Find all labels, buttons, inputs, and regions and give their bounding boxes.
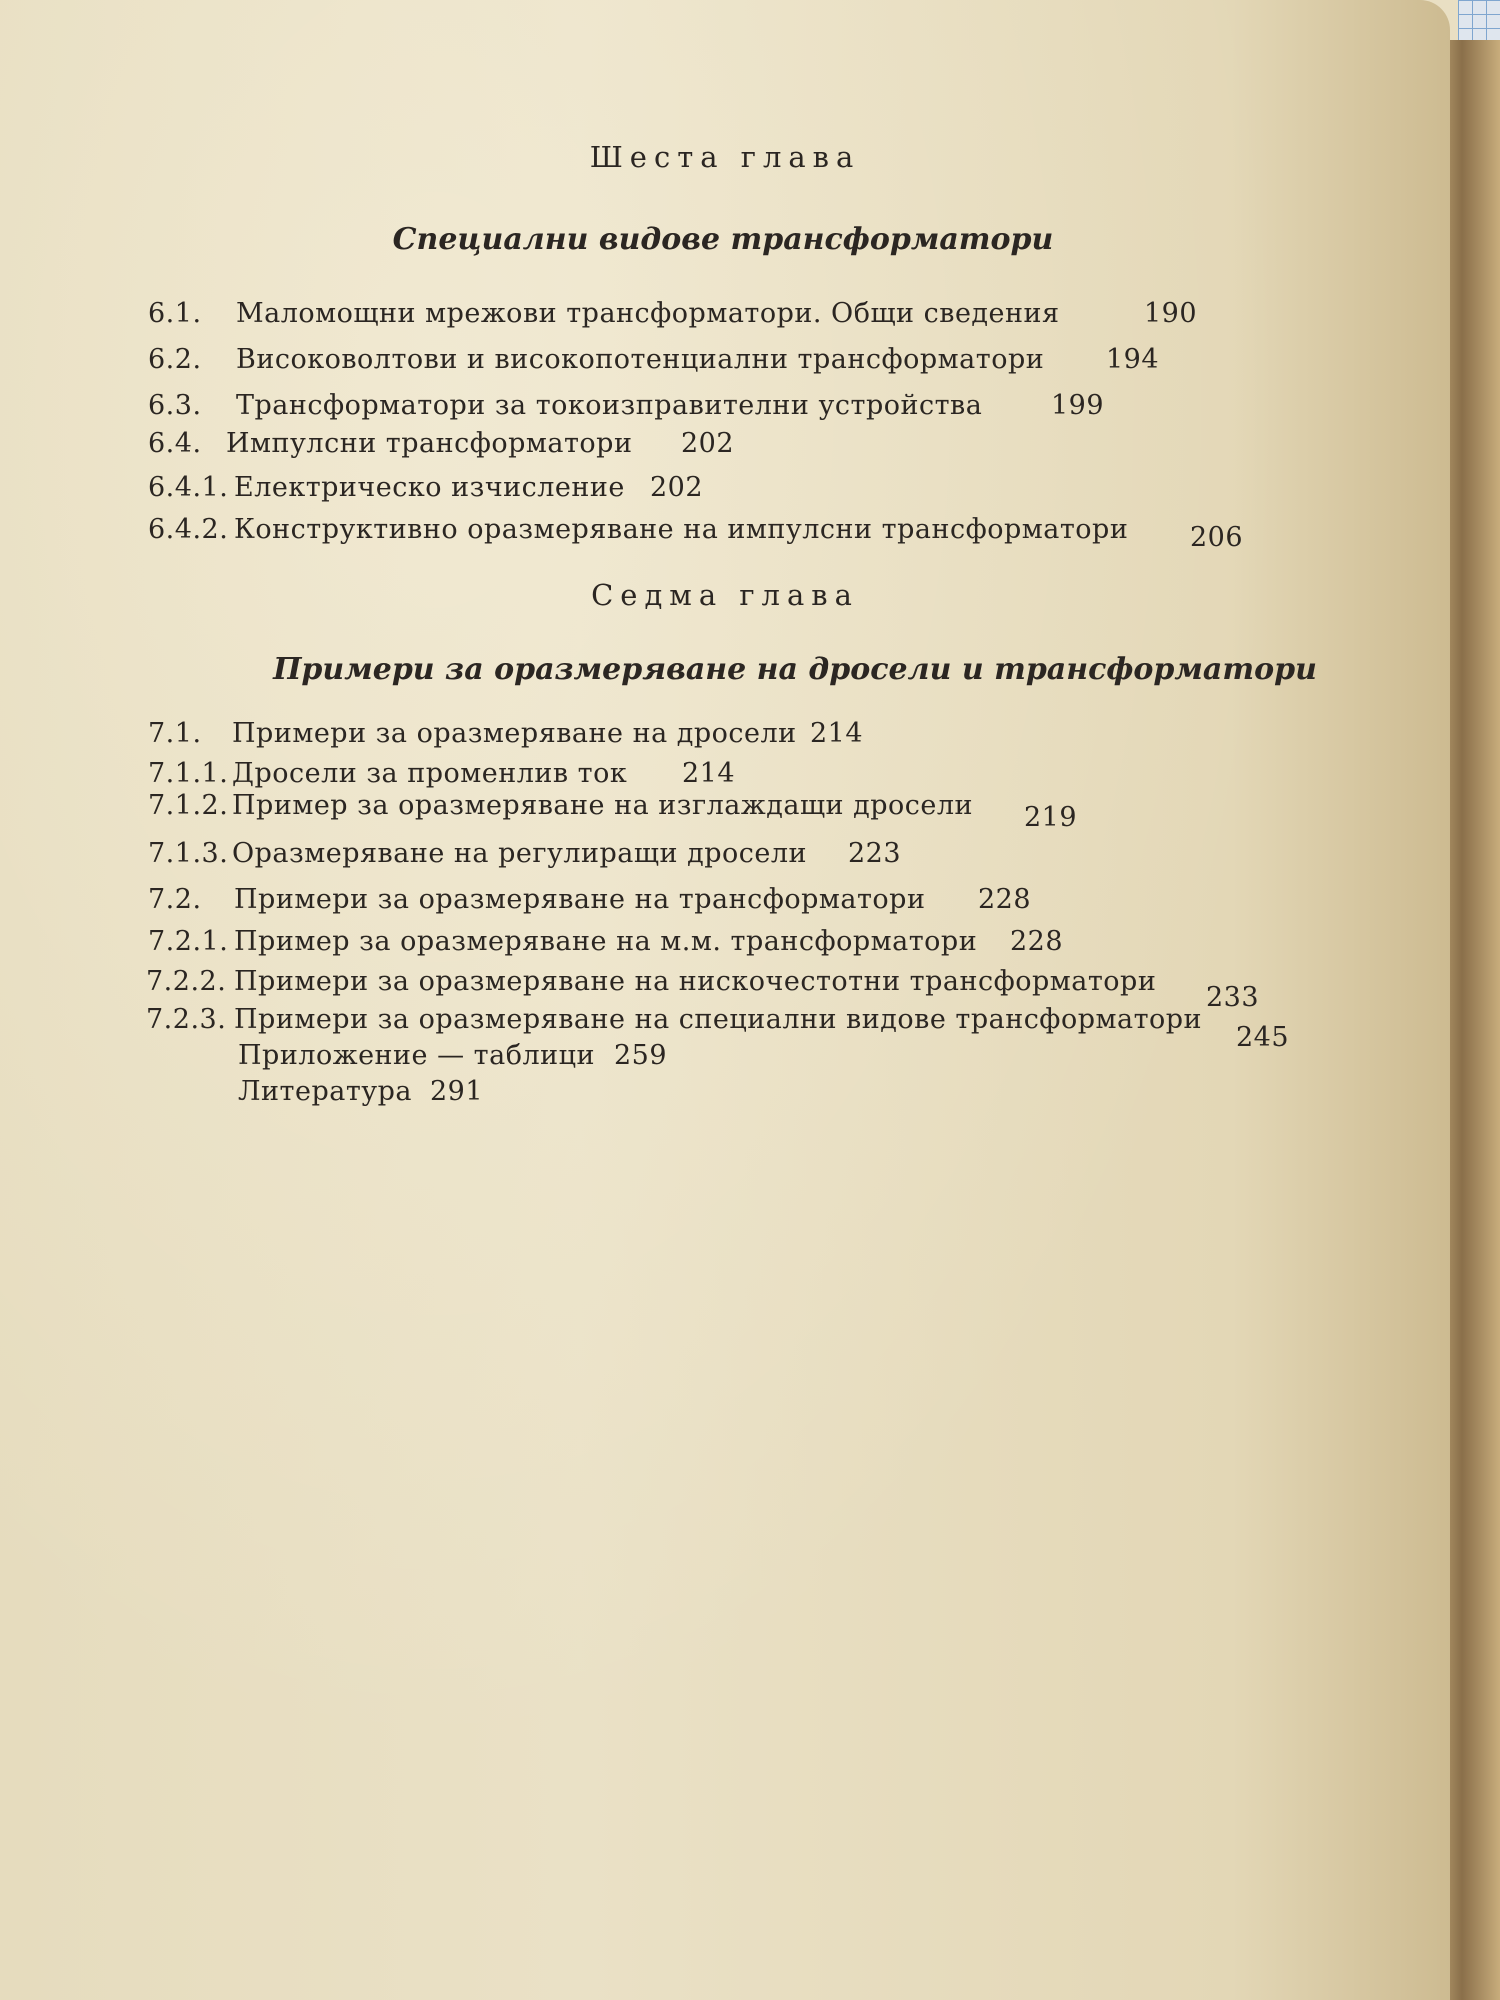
toc-entry-7-2-3 (146, 1004, 1290, 1053)
toc-entry-page: 291 (430, 1076, 484, 1107)
toc-entry-7-1-2 (148, 790, 1078, 833)
toc-entry-7-2-2 (146, 966, 1260, 1013)
toc-entry-title: Дросели за променлив ток (232, 758, 628, 789)
toc-entry-6-4 (148, 428, 735, 459)
toc-entry-6-2 (148, 344, 1160, 375)
toc-entry-number: 7.2.3. (146, 1004, 227, 1035)
toc-entry-title: Високоволтови и високопотенциални трансформатори (236, 344, 1045, 375)
chapter6-title: Шеста глава (589, 140, 861, 174)
toc-entry-title: Пример за оразмеряване на изглаждащи дросели (232, 790, 974, 821)
toc-entry-page: 219 (1024, 802, 1078, 833)
toc-entry-title: Импулсни трансформатори (226, 428, 633, 459)
toc-entry-7-1-1 (148, 758, 736, 789)
toc-entry-number: 6.4.1. (148, 472, 229, 503)
toc-entry-title: Конструктивно оразмеряване на импулсни трансформатори (234, 514, 1129, 545)
toc-entry-number: 6.1. (148, 298, 202, 329)
toc-entry-number: 7.1.3. (148, 838, 229, 869)
toc-entry-number: 7.1.1. (148, 758, 229, 789)
toc-entry-7-2-1 (148, 926, 1064, 957)
toc-entry-literature (238, 1076, 484, 1107)
toc-entry-title: Оразмеряване на регулиращи дросели (232, 838, 807, 869)
chapter6-subtitle: Специални видове трансформатори (392, 222, 1054, 257)
toc-entry-page: 214 (810, 718, 864, 749)
toc-entry-title: Приложение — таблици (238, 1040, 595, 1071)
toc-entry-7-2 (148, 884, 1032, 915)
toc-entry-page: 199 (1051, 390, 1105, 421)
toc-entry-6-4-2 (148, 514, 1244, 553)
toc-entry-title: Примери за оразмеряване на нискочестотни трансформатори (234, 966, 1157, 997)
chapter7-subtitle: Примери за оразмеряване на дросели и трансформатори (273, 652, 1317, 687)
toc-entry-page: 228 (978, 884, 1032, 915)
toc-entry-number: 6.3. (148, 390, 202, 421)
toc-entry-6-3 (148, 390, 1105, 421)
toc-entry-page: 202 (681, 428, 735, 459)
toc-entry-6-4-1 (148, 472, 704, 503)
toc-entry-7-1 (148, 718, 864, 749)
toc-entry-title: Трансформатори за токоизправителни устройства (236, 390, 983, 421)
toc-entry-page: 259 (614, 1040, 668, 1071)
toc-entry-6-1 (148, 298, 1198, 329)
toc-entry-page: 190 (1144, 298, 1198, 329)
toc-entry-number: 6.4.2. (148, 514, 229, 545)
toc-entry-title: Примери за оразмеряване на дросели (232, 718, 797, 749)
toc-entry-page: 223 (848, 838, 902, 869)
toc-entry-page: 228 (1010, 926, 1064, 957)
toc-entry-title: Електрическо изчисление (234, 472, 625, 503)
toc-entry-number: 7.2. (148, 884, 202, 915)
toc-entry-page: 202 (650, 472, 704, 503)
toc-entry-number: 6.4. (148, 428, 202, 459)
toc-entry-title: Литература (238, 1076, 413, 1107)
toc-entry-number: 7.2.2. (146, 966, 227, 997)
toc-entry-appendix (238, 1040, 668, 1071)
toc-entry-page: 214 (682, 758, 736, 789)
toc-entry-7-1-3 (148, 838, 902, 869)
toc-entry-title: Маломощни мрежови трансформатори. Общи сведения (236, 298, 1060, 329)
toc-entry-number: 6.2. (148, 344, 202, 375)
toc-entry-page: 194 (1106, 344, 1160, 375)
toc-entry-number: 7.1.2. (148, 790, 229, 821)
chapter7-title: Седма глава (591, 578, 859, 612)
toc-entry-number: 7.1. (148, 718, 202, 749)
toc-entry-title: Примери за оразмеряване на специални видове трансформатори (234, 1004, 1203, 1035)
toc-entry-title: Пример за оразмеряване на м.м. трансформатори (234, 926, 978, 957)
toc-entry-page: 206 (1190, 522, 1244, 553)
toc-entry-title: Примери за оразмеряване на трансформатори (234, 884, 926, 915)
toc-entry-page: 245 (1236, 1022, 1290, 1053)
toc-entry-page: 233 (1206, 982, 1260, 1013)
toc-entry-number: 7.2.1. (148, 926, 229, 957)
